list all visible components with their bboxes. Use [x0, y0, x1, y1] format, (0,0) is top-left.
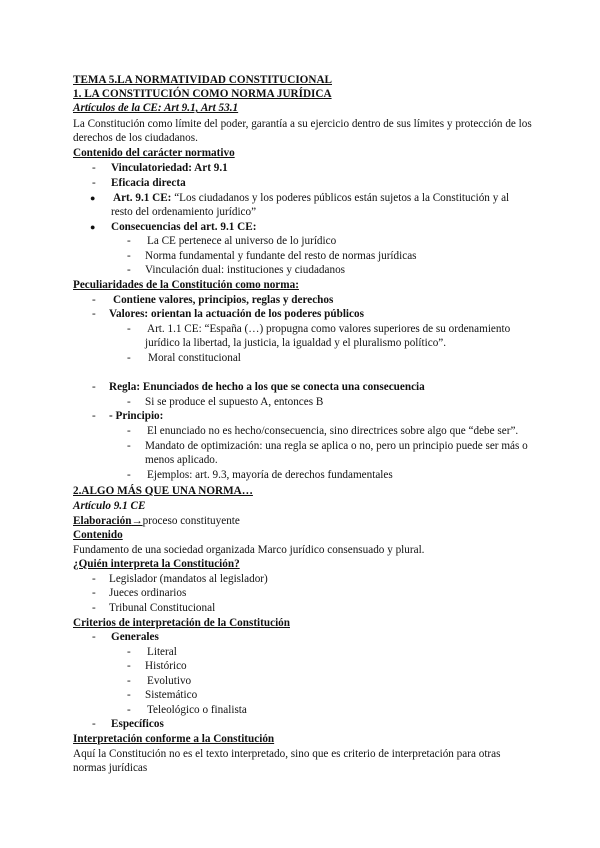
dash-marker: -	[127, 323, 131, 335]
elaboracion-label: Elaboración	[73, 515, 132, 527]
conforme-text-line2: normas jurídicas	[73, 762, 148, 774]
criterio-item: Literal	[147, 646, 177, 658]
dash-marker: -	[92, 294, 96, 306]
quien-heading: ¿Quién interpreta la Constitución?	[73, 558, 240, 570]
criterios-heading: Criterios de interpretación de la Constitución	[73, 617, 290, 629]
list-item-principio: - Principio:	[109, 410, 164, 422]
document-title: TEMA 5.LA NORMATIVIDAD CONSTITUCIONAL	[73, 74, 332, 86]
dash-marker: -	[92, 162, 96, 174]
elaboracion-line	[73, 514, 240, 528]
list-item-valores: Valores: orientan la actuación de los poderes públicos	[109, 308, 364, 320]
dash-marker: -	[127, 352, 131, 364]
dash-marker: -	[127, 235, 131, 247]
quien-item: Legislador (mandatos al legislador)	[109, 573, 268, 585]
principio-item-cont: menos aplicado.	[145, 454, 218, 466]
dash-marker: -	[127, 646, 131, 658]
principio-item: Mandato de optimización: una regla se aplica o no, pero un principio puede ser más o	[145, 440, 528, 452]
content-heading: Contenido del carácter normativo	[73, 147, 235, 159]
section1-heading: 1. LA CONSTITUCIÓN COMO NORMA JURÍDICA	[73, 88, 332, 100]
list-item-contiene: Contiene valores, principios, reglas y derechos	[113, 294, 334, 306]
bullet-marker: ●	[90, 222, 96, 232]
art91-label: Art. 9.1 CE:	[113, 192, 172, 204]
criterio-item: Teleológico o finalista	[147, 704, 247, 716]
regla-example: Si se produce el supuesto A, entonces B	[145, 396, 324, 408]
dash-marker: -	[127, 425, 131, 437]
dash-marker: -	[127, 704, 131, 716]
dash-marker: -	[127, 396, 131, 408]
dash-marker: -	[92, 381, 96, 393]
section1-intro-line2: derechos de los ciudadanos.	[73, 132, 198, 144]
consecuencia-item: La CE pertenece al universo de lo jurídico	[147, 235, 337, 247]
section1-articles-heading: Artículos de la CE: Art 9.1, Art 53.1	[73, 102, 239, 114]
dash-marker: -	[92, 308, 96, 320]
dash-marker: -	[127, 689, 131, 701]
dash-marker: -	[92, 718, 96, 730]
quien-item: Tribunal Constitucional	[109, 602, 216, 614]
peculiaridades-heading: Peculiaridades de la Constitución como norma:	[73, 279, 299, 291]
conforme-heading: Interpretación conforme a la Constitución	[73, 733, 275, 745]
art11-quote-cont: jurídico la libertad, la justicia, la igualdad y el pluralismo político”.	[145, 337, 447, 349]
moral-item: Moral constitucional	[148, 352, 241, 364]
generales-label: Generales	[111, 631, 159, 643]
dash-marker: -	[92, 573, 96, 585]
art91-quote-cont: resto del ordenamiento jurídico”	[111, 206, 257, 218]
art91-quote: “Los ciudadanos y los poderes públicos están sujetos a la Constitución y al	[171, 192, 510, 204]
especificos-label: Específicos	[111, 718, 164, 730]
contenido-heading: Contenido	[73, 529, 123, 541]
quien-item: Jueces ordinarios	[109, 587, 187, 599]
dash-marker: -	[127, 250, 131, 262]
dash-marker: -	[92, 587, 96, 599]
arrow-icon: →	[131, 515, 143, 527]
dash-marker: -	[127, 440, 131, 452]
bullet-marker: ●	[90, 193, 96, 203]
list-item-eficacia: Eficacia directa	[111, 177, 186, 189]
art11-quote: Art. 1.1 CE: “España (…) propugna como valores superiores de su ordenamiento	[147, 323, 511, 335]
contenido-text: Fundamento de una sociedad organizada Marco jurídico consensuado y plural.	[73, 544, 425, 556]
criterio-item: Sistemático	[145, 689, 198, 701]
section2-heading: 2.ALGO MÁS QUE UNA NORMA…	[73, 485, 253, 497]
dash-marker: -	[127, 675, 131, 687]
dash-marker: -	[92, 410, 96, 422]
elaboracion-text: proceso constituyente	[142, 515, 240, 527]
dash-marker: -	[92, 177, 96, 189]
conforme-text-line1: Aquí la Constitución no es el texto interpretado, sino que es criterio de interpretación para otras	[73, 748, 501, 760]
dash-marker: -	[127, 469, 131, 481]
list-item-vinculatoriedad: Vinculatoriedad: Art 9.1	[111, 162, 228, 174]
list-item-consecuencias: Consecuencias del art. 9.1 CE:	[111, 221, 257, 233]
dash-marker: -	[92, 602, 96, 614]
section1-intro-line1: La Constitución como límite del poder, garantía a su ejercicio dentro de sus límites y protección de los	[73, 118, 532, 130]
list-item-art91	[113, 191, 509, 205]
dash-marker: -	[127, 264, 131, 276]
criterio-item: Evolutivo	[147, 675, 192, 687]
section2-article: Artículo 9.1 CE	[73, 500, 146, 512]
list-item-regla: Regla: Enunciados de hecho a los que se conecta una consecuencia	[109, 381, 425, 393]
dash-marker: -	[92, 631, 96, 643]
consecuencia-item: Norma fundamental y fundante del resto de normas jurídicas	[145, 250, 417, 262]
dash-marker: -	[127, 660, 131, 672]
principio-item: Ejemplos: art. 9.3, mayoría de derechos fundamentales	[147, 469, 393, 481]
criterio-item: Histórico	[145, 660, 187, 672]
consecuencia-item: Vinculación dual: instituciones y ciudadanos	[145, 264, 346, 276]
principio-item: El enunciado no es hecho/consecuencia, sino directrices sobre algo que “debe ser”.	[147, 425, 519, 437]
